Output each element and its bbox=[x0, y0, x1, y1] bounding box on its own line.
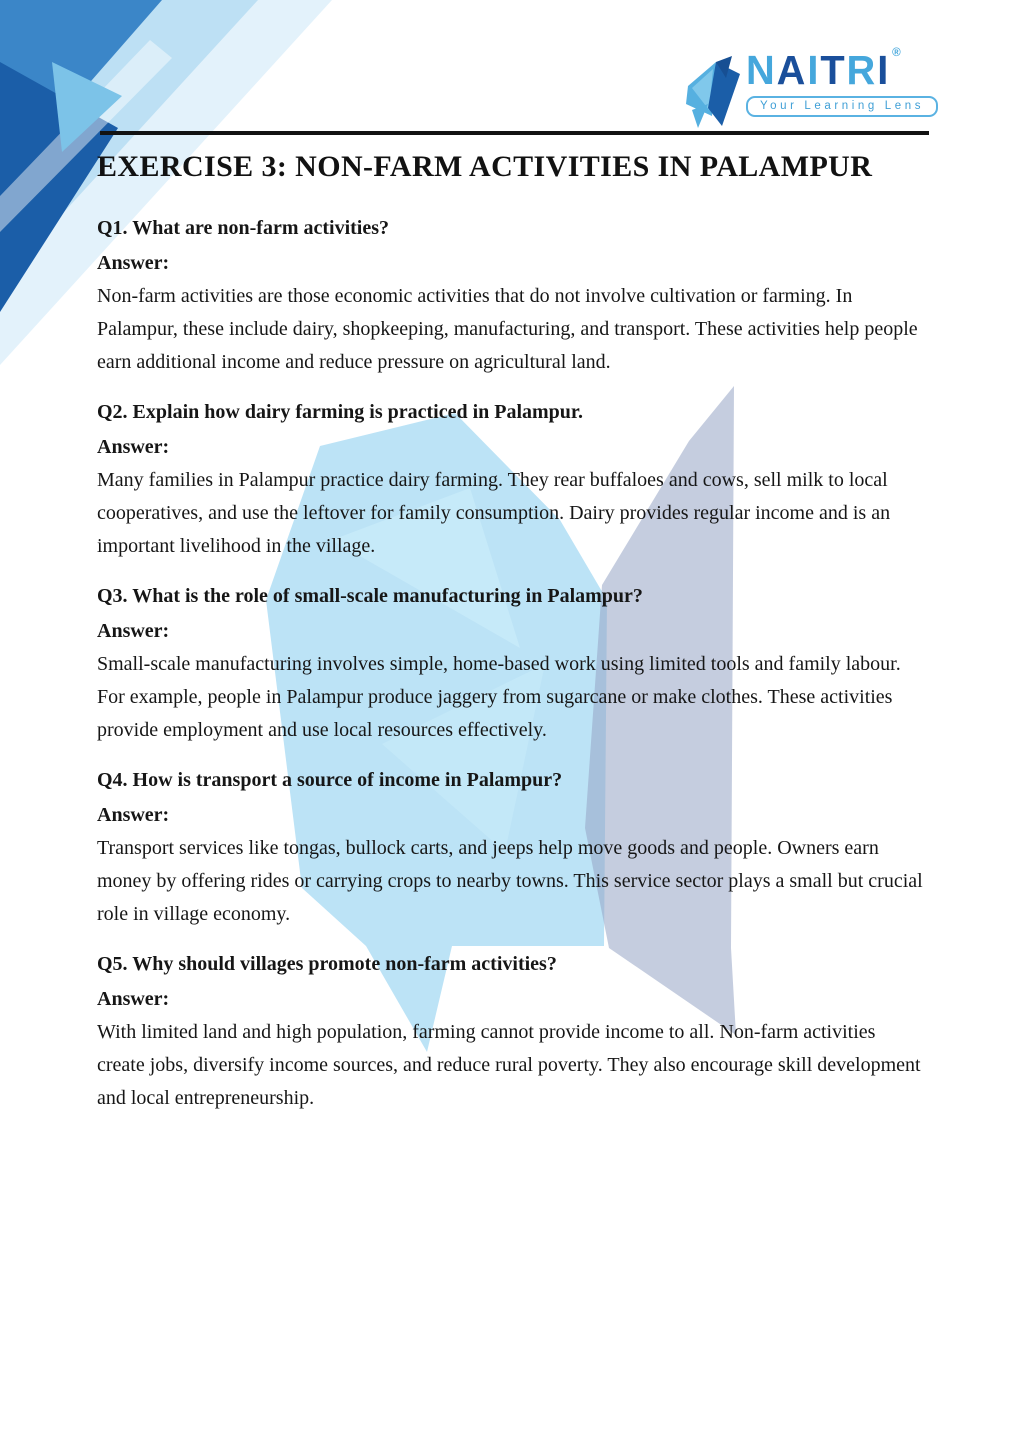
answer-text: Transport services like tongas, bullock carts, and jeeps help move goods and people. Owners earn money by offering rides or carrying crops to nearby towns. This service sector plays a small but crucial role in village economy. bbox=[97, 837, 923, 925]
qa-block-4 bbox=[97, 769, 923, 931]
question-text: Q5. Why should villages promote non-farm activities? bbox=[97, 953, 557, 975]
qa-block-2 bbox=[97, 401, 923, 563]
brand-letter: I bbox=[807, 47, 821, 93]
brand-letter: I bbox=[877, 47, 891, 93]
answer-label: Answer: bbox=[97, 436, 170, 458]
document-content bbox=[97, 150, 923, 1137]
answer-text: With limited land and high population, farming cannot provide income to all. Non-farm activities create jobs, diversify income sources, and reduce rural poverty. They also encourage skill development and local entrepreneurship. bbox=[97, 1021, 921, 1109]
question-text: Q4. How is transport a source of income in Palampur? bbox=[97, 769, 563, 791]
qa-block-5 bbox=[97, 953, 923, 1115]
naitri-logo bbox=[682, 45, 938, 128]
answer-label: Answer: bbox=[97, 620, 170, 642]
header-divider-rule bbox=[100, 131, 929, 135]
answer-label: Answer: bbox=[97, 804, 170, 826]
answer-label: Answer: bbox=[97, 988, 170, 1010]
answer-text: Small-scale manufacturing involves simple, home-based work using limited tools and family labour. For example, people in Palampur produce jaggery from sugarcane or make clothes. These activities provide employment and use local resources effectively. bbox=[97, 653, 901, 741]
naitri-logo-icon bbox=[682, 52, 742, 128]
answer-text: Many families in Palampur practice dairy farming. They rear buffaloes and cows, sell milk to local cooperatives, and use the leftover for family consumption. Dairy provides regular income and is an important livelihood in the village. bbox=[97, 469, 891, 557]
question-text: Q1. What are non-farm activities? bbox=[97, 217, 390, 239]
question-text: Q3. What is the role of small-scale manufacturing in Palampur? bbox=[97, 585, 643, 607]
brand-tagline: Your Learning Lens bbox=[746, 96, 938, 117]
question-text: Q2. Explain how dairy farming is practiced in Palampur. bbox=[97, 401, 583, 423]
qa-block-3 bbox=[97, 585, 923, 747]
brand-letter: R bbox=[846, 47, 878, 93]
brand-wordmark bbox=[746, 45, 932, 93]
page-title: EXERCISE 3: NON-FARM ACTIVITIES IN PALAMPUR bbox=[97, 150, 873, 183]
brand-letter: N bbox=[746, 47, 777, 93]
brand-letter: A bbox=[776, 47, 808, 93]
qa-block-1 bbox=[97, 217, 923, 379]
brand-text-block bbox=[746, 45, 938, 117]
registered-trademark-mark: ® bbox=[892, 45, 901, 59]
brand-letter: T bbox=[820, 47, 847, 93]
answer-label: Answer: bbox=[97, 252, 170, 274]
answer-text: Non-farm activities are those economic activities that do not involve cultivation or farming. In Palampur, these include dairy, shopkeeping, manufacturing, and transport. These activities help people earn additional income and reduce pressure on agricultural land. bbox=[97, 285, 918, 373]
